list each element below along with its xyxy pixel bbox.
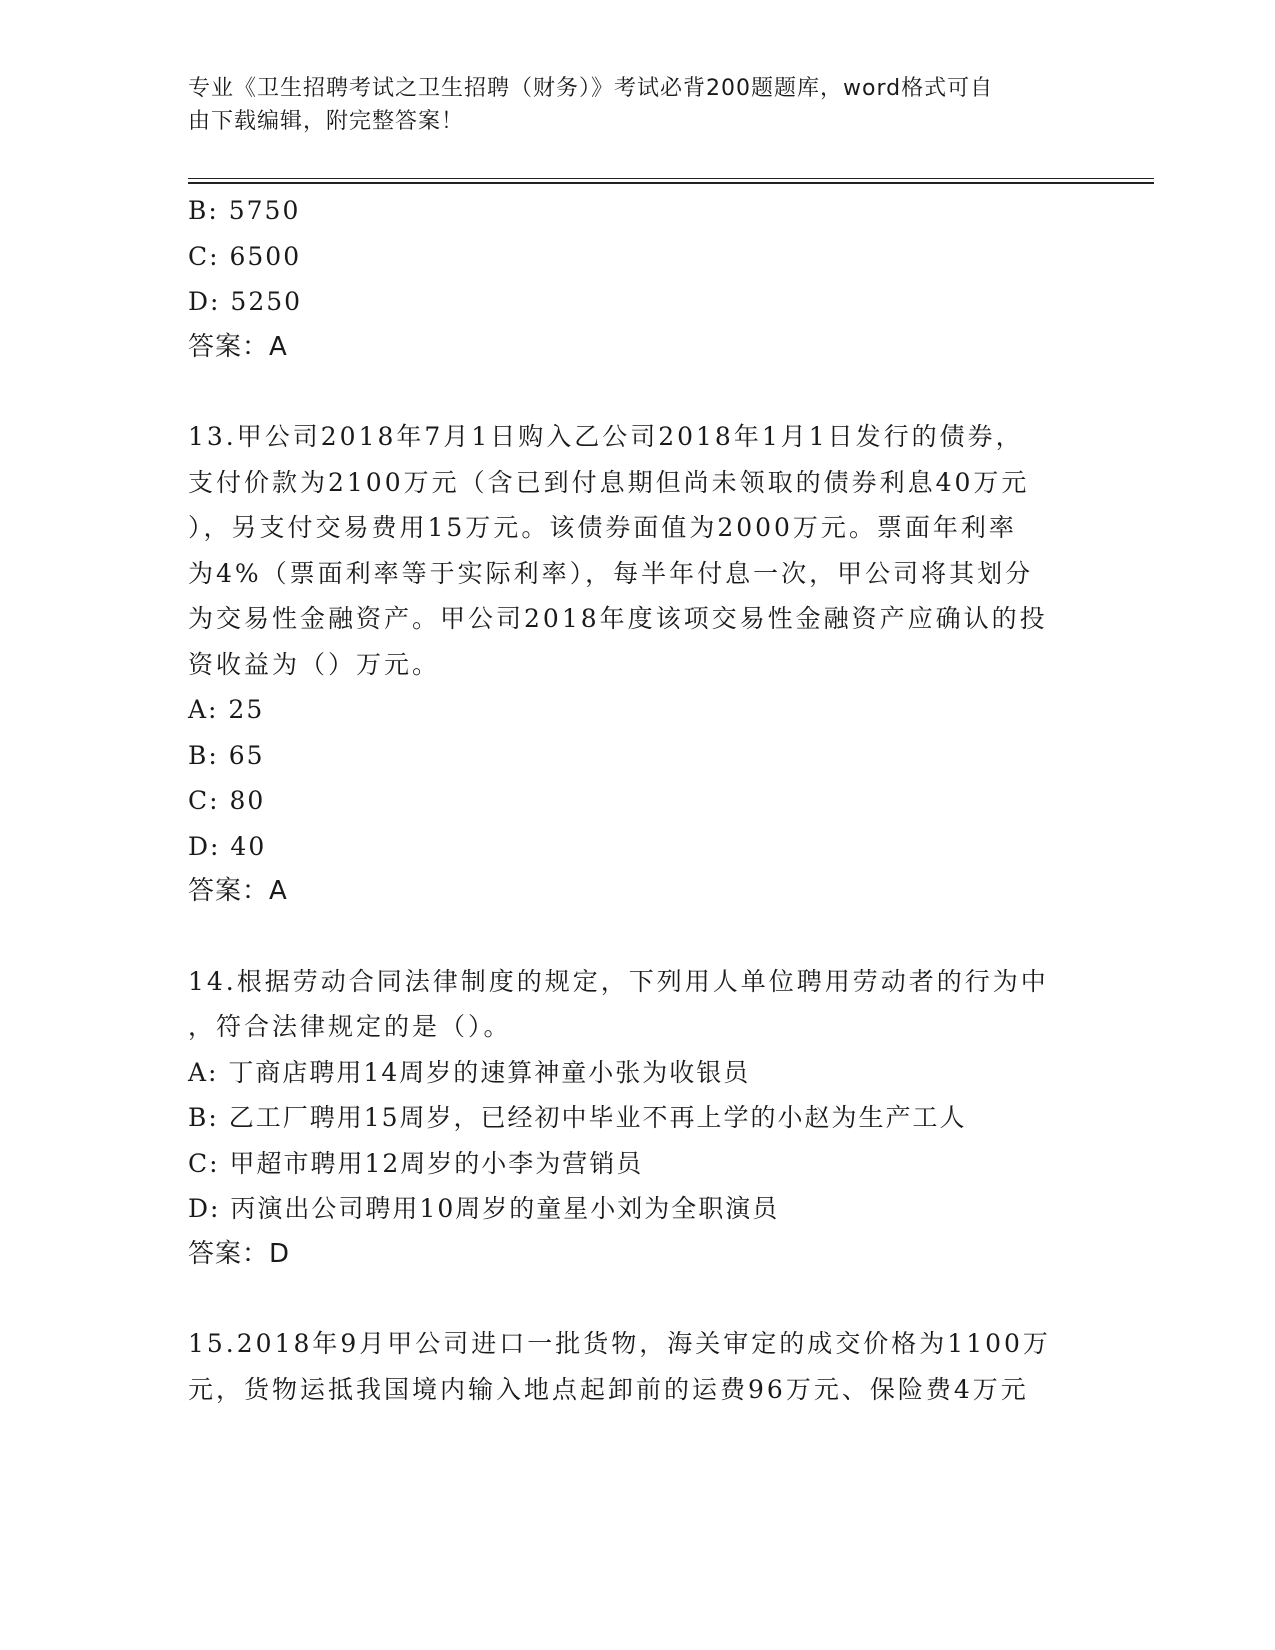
header-line-2: 由下载编辑，附完整答案！ xyxy=(188,109,465,134)
option-c: C: 甲超市聘用12周岁的小李为营销员 xyxy=(188,1148,644,1178)
option-b: B: 乙工厂聘用15周岁，已经初中毕业不再上学的小赵为生产工人 xyxy=(188,1103,967,1132)
question-line: ），另支付交易费用15万元。该债券面值为2000万元。票面年利率 xyxy=(188,513,1017,542)
option-d: D: 丙演出公司聘用10周岁的童星小刘为全职演员 xyxy=(188,1194,780,1223)
option-c: C: 80 xyxy=(188,786,266,815)
option-a: A: 25 xyxy=(188,695,265,724)
question-line: 资收益为（）万元。 xyxy=(188,649,441,679)
question-12-tail xyxy=(188,188,1088,370)
header-line-1: 专业《卫生招聘考试之卫生招聘（财务）》考试必背200题题库，word格式可自 xyxy=(188,76,994,101)
question-line: 15.2018年9月甲公司进口一批货物，海关审定的成交价格为1100万 xyxy=(188,1329,1051,1358)
question-15 xyxy=(188,1321,1088,1412)
question-14 xyxy=(188,959,1088,1278)
question-line: 元，货物运抵我国境内输入地点起卸前的运费96万元、保险费4万元 xyxy=(188,1374,1029,1404)
option-b: B: 65 xyxy=(188,740,265,770)
header-divider-thin xyxy=(188,178,1154,179)
question-line: ，符合法律规定的是（）。 xyxy=(188,1012,512,1041)
document-body xyxy=(188,188,1088,1412)
question-line: 为4%（票面利率等于实际利率），每半年付息一次，甲公司将其划分 xyxy=(188,558,1034,588)
question-line: 14.根据劳动合同法律制度的规定，下列用人单位聘用劳动者的行为中 xyxy=(188,966,1049,996)
question-13 xyxy=(188,414,1088,915)
option-d: D: 5250 xyxy=(188,287,303,316)
question-line: 为交易性金融资产。甲公司2018年度该项交易性金融资产应确认的投 xyxy=(188,604,1048,633)
question-line: 支付价款为2100万元（含已到付息期但尚未领取的债券利息40万元 xyxy=(188,467,1030,497)
document-header xyxy=(188,72,1068,138)
option-c: C: 6500 xyxy=(188,241,302,271)
option-a: A: 丁商店聘用14周岁的速算神童小张为收银员 xyxy=(188,1057,751,1087)
header-divider-thick xyxy=(188,182,1154,184)
question-line: 13.甲公司2018年7月1日购入乙公司2018年1月1日发行的债券， xyxy=(188,422,1024,451)
option-b: B: 5750 xyxy=(188,196,301,225)
answer: 答案：A xyxy=(188,876,288,906)
answer: 答案：A xyxy=(188,331,288,362)
option-d: D: 40 xyxy=(188,831,267,861)
answer: 答案：D xyxy=(188,1238,291,1269)
